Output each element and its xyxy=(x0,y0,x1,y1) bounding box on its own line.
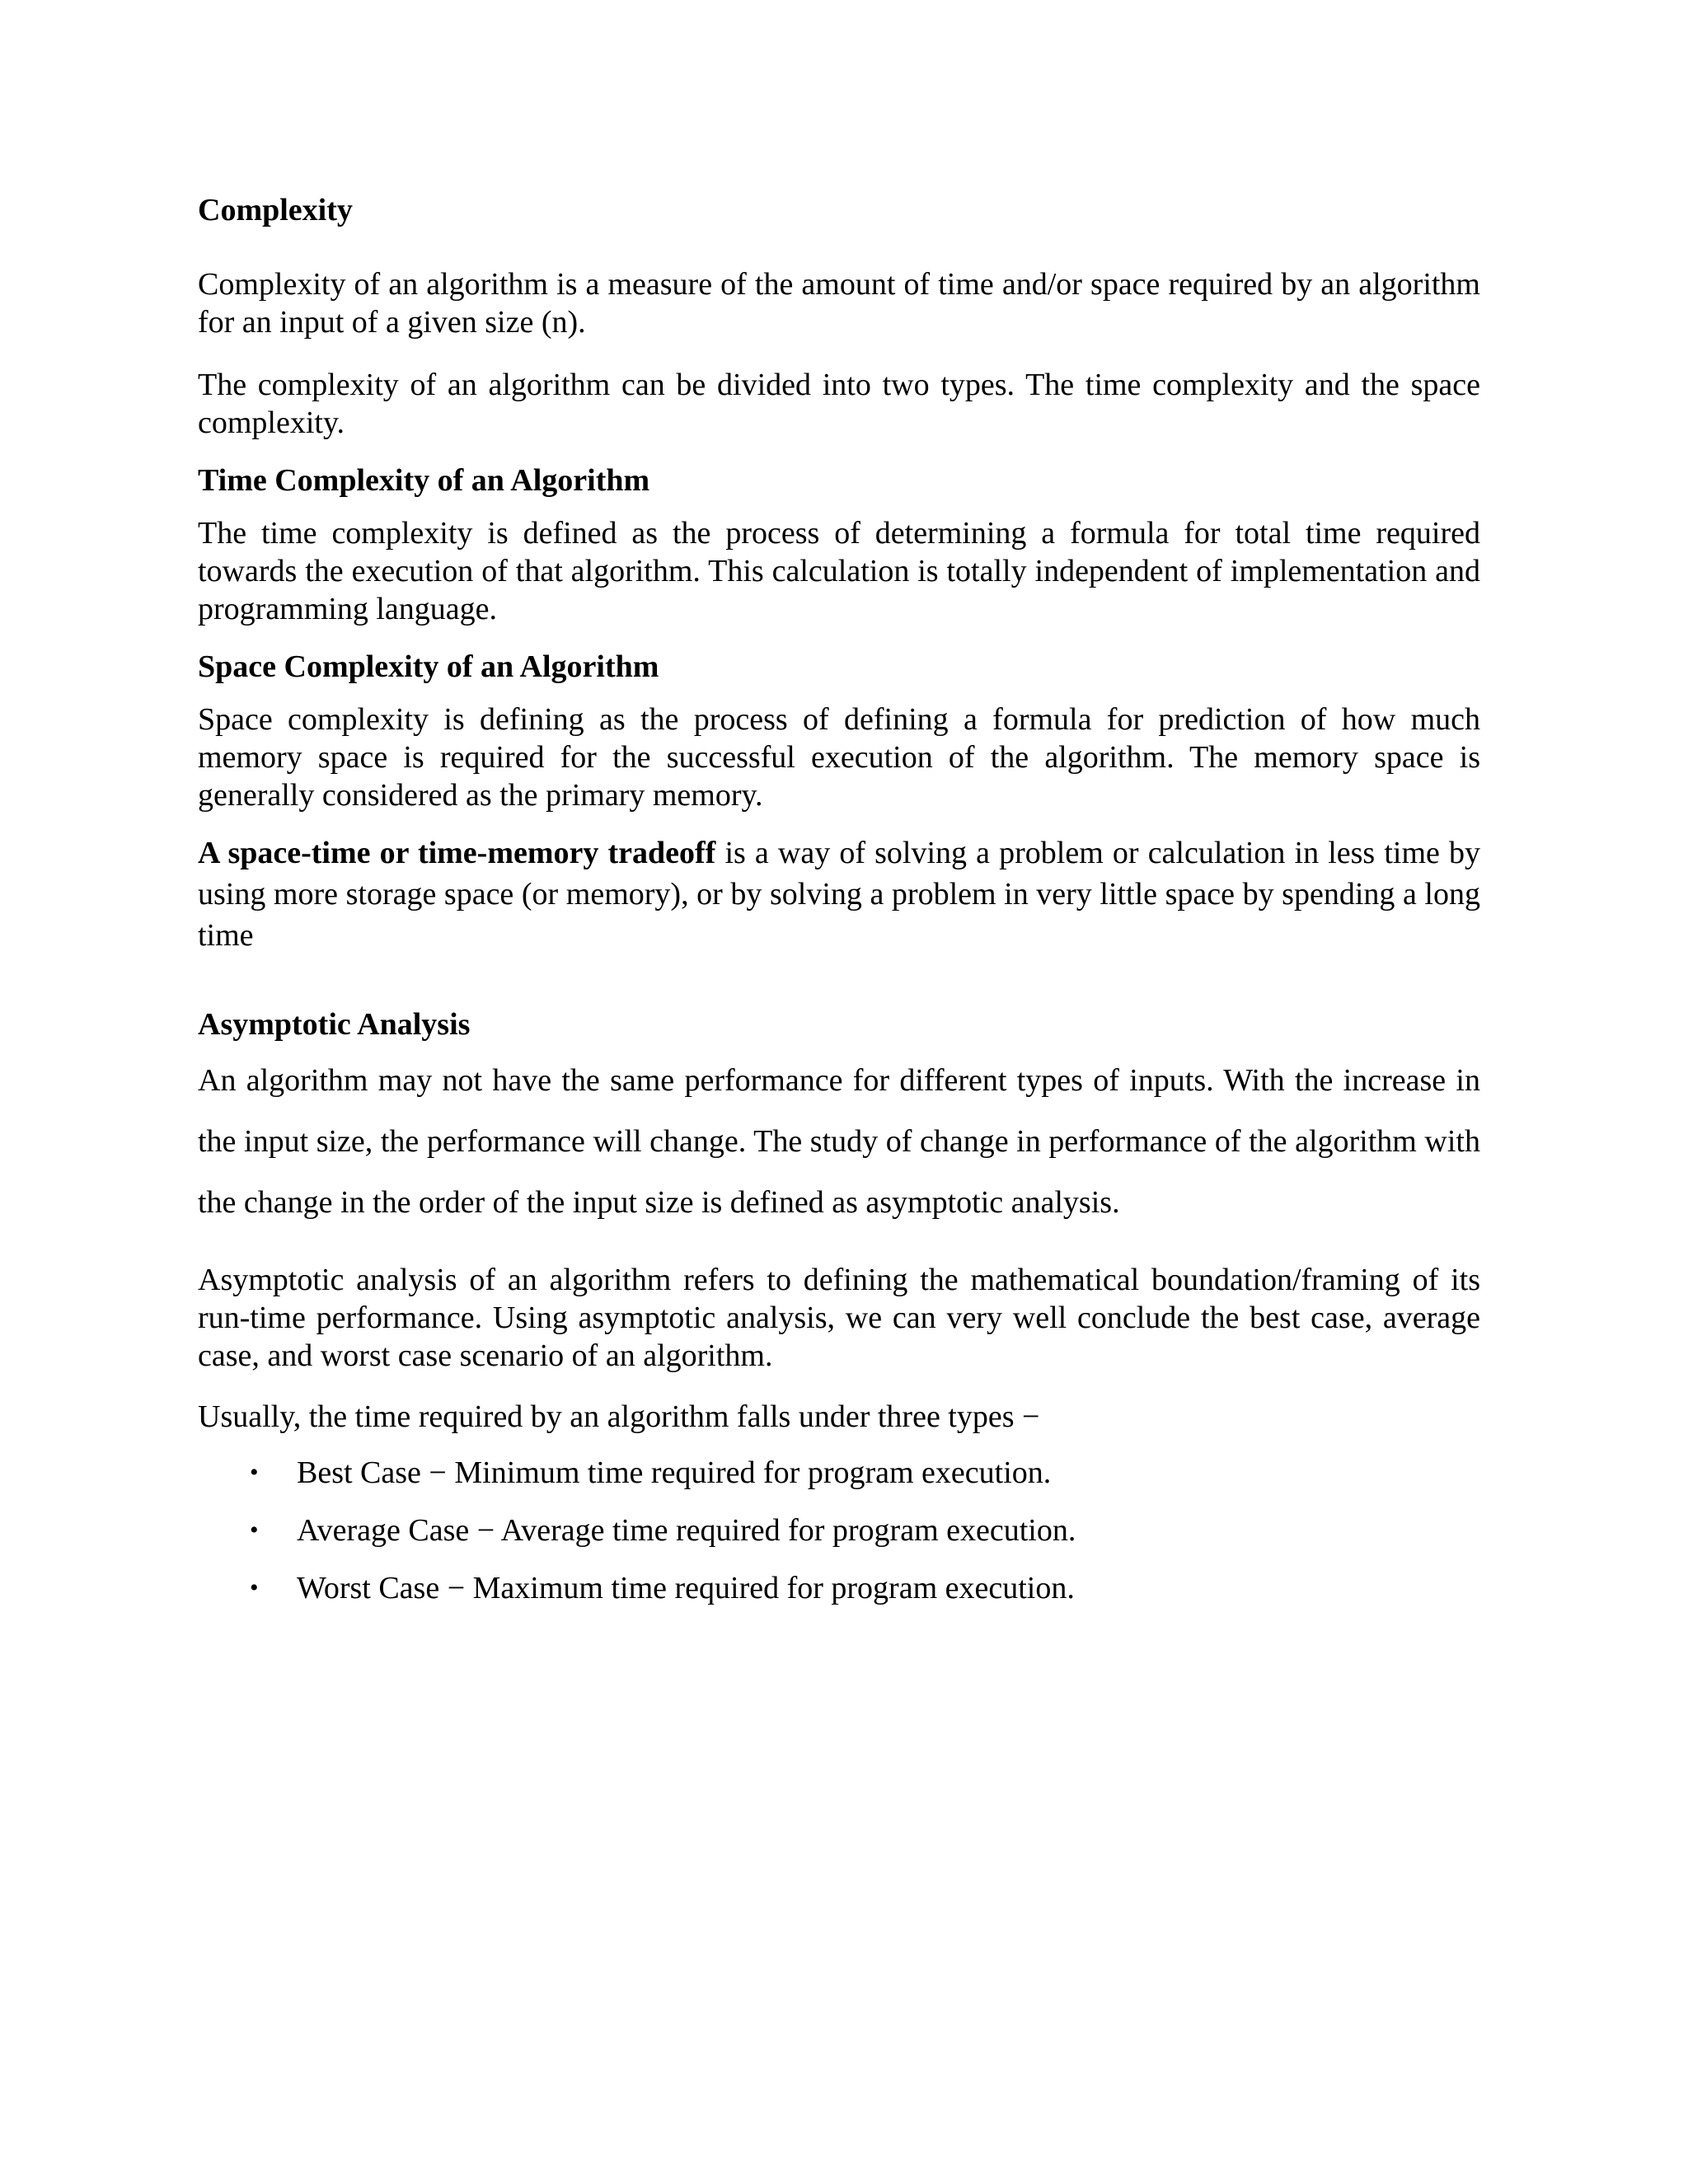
list-item-worst-case xyxy=(198,1568,1480,1609)
paragraph-tradeoff xyxy=(198,832,1480,956)
list-item-text: Best Case − Minimum time required for program execution. xyxy=(297,1455,1052,1490)
paragraph-asymptotic-intro: An algorithm may not have the same performance for different types of inputs. With the increase in the input size, the performance will change. The study of change in performance of the algorithm with the change in the order of the input size is defined as asymptotic analysis. xyxy=(198,1063,1480,1220)
list-item-text: Average Case − Average time required for program execution. xyxy=(297,1513,1076,1548)
tradeoff-description: is a way of solving a problem or calculation in less time by using more storage space (or memory), or by solving a problem in very little space by spending a long time xyxy=(198,836,1480,953)
list-item-best-case xyxy=(198,1452,1480,1493)
bullet-icon: • xyxy=(250,1516,259,1544)
heading-complexity: Complexity xyxy=(198,193,353,227)
paragraph-asymptotic-definition: Asymptotic analysis of an algorithm refers to defining the mathematical boundation/framing of its run-time performance. Using asymptotic analysis, we can very well conclude the best case, average case, and worst case scenario of an algorithm. xyxy=(198,1263,1480,1373)
paragraph-space-complexity: Space complexity is defining as the process of defining a formula for prediction of how much memory space is required for the successful execution of the algorithm. The memory space is generally considered as the primary memory. xyxy=(198,702,1480,813)
bullet-icon: • xyxy=(250,1574,259,1601)
paragraph-time-complexity: The time complexity is defined as the process of determining a formula for total time required towards the execution of that algorithm. This calculation is totally independent of implementation and programming language. xyxy=(198,516,1480,626)
heading-asymptotic-analysis: Asymptotic Analysis xyxy=(198,1007,471,1042)
tradeoff-term: A space-time or time-memory tradeoff xyxy=(198,836,716,870)
paragraph-complexity-definition: Complexity of an algorithm is a measure of the amount of time and/or space required by an algorithm for an input of a given size (n). xyxy=(198,267,1480,340)
document-page xyxy=(198,190,1480,1609)
list-item-average-case xyxy=(198,1510,1480,1551)
list-item-text: Worst Case − Maximum time required for program execution. xyxy=(297,1571,1075,1605)
paragraph-complexity-types: The complexity of an algorithm can be divided into two types. The time complexity and the space complexity. xyxy=(198,368,1480,440)
case-list xyxy=(198,1452,1480,1609)
bullet-icon: • xyxy=(250,1459,259,1486)
heading-time-complexity: Time Complexity of an Algorithm xyxy=(198,463,650,498)
paragraph-three-types: Usually, the time required by an algorithm falls under three types − xyxy=(198,1399,1040,1434)
heading-space-complexity: Space Complexity of an Algorithm xyxy=(198,649,659,684)
